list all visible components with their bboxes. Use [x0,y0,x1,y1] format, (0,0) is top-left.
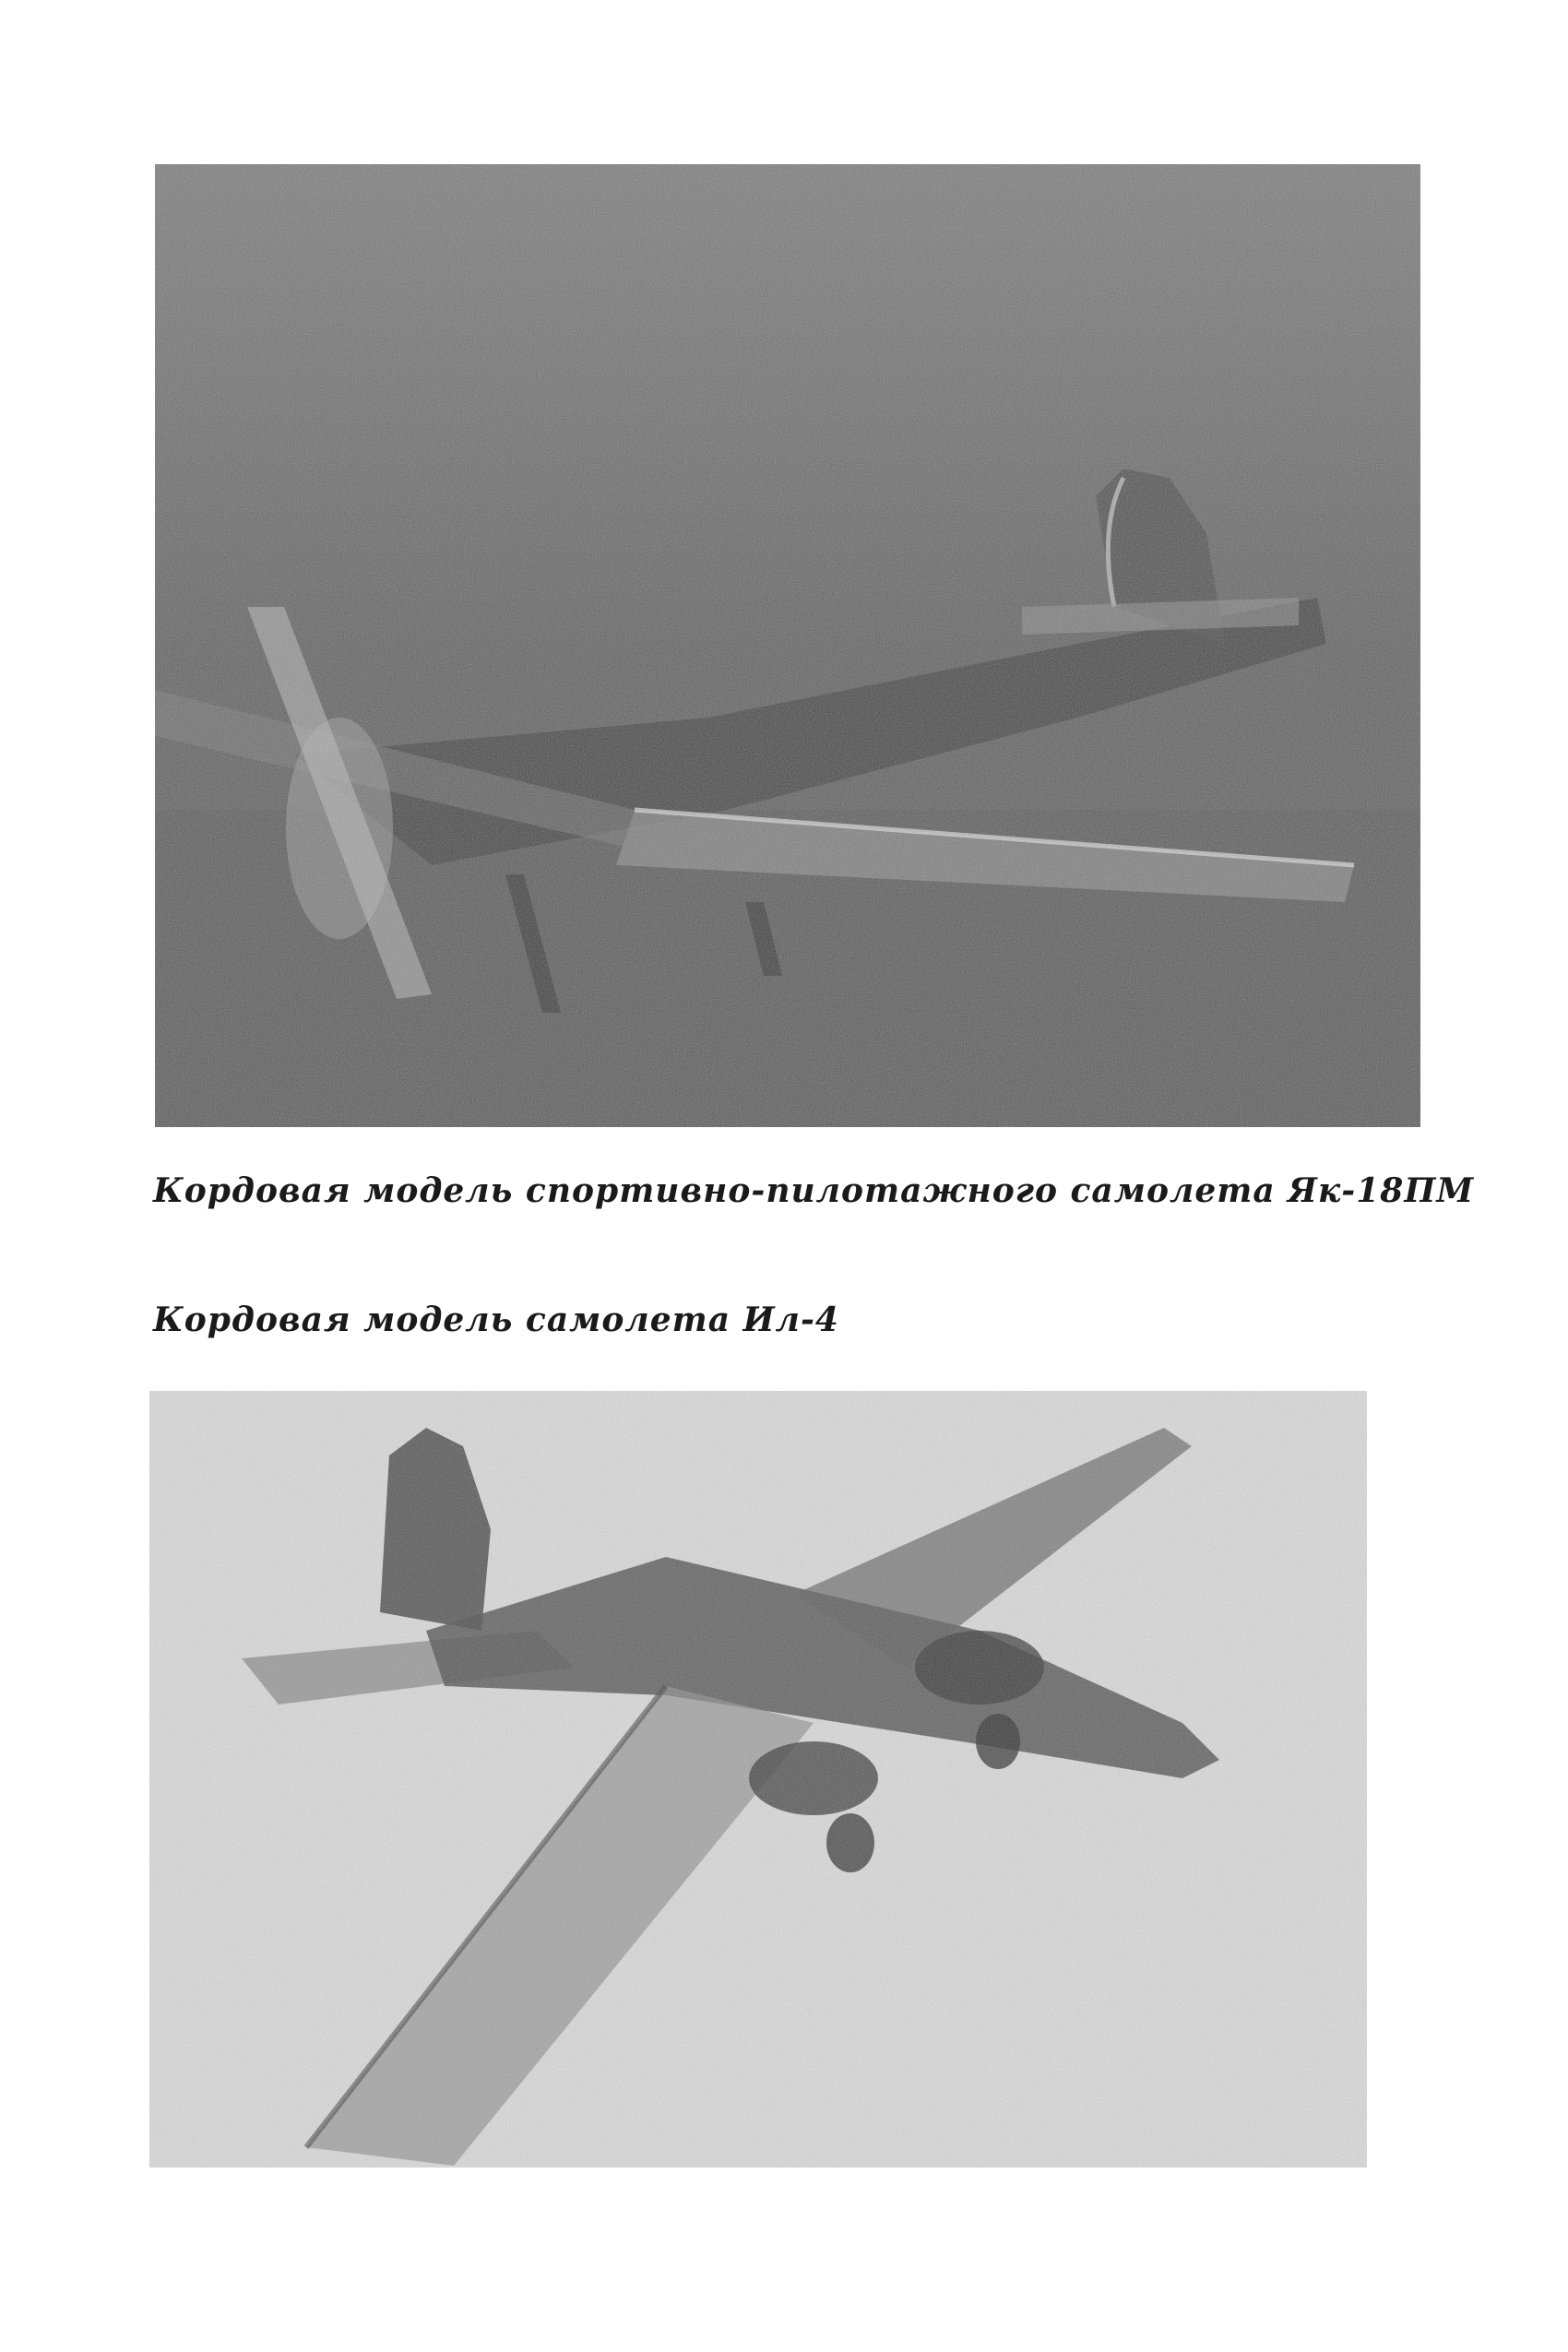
photo-il-4 [149,1391,1367,2168]
photo-yak-18pm [155,164,1420,1127]
yak-photo-graphic [155,164,1420,1127]
caption-yak-18pm: Кордовая модель спортивно-пилотажного самолета Як-18ПМ [153,1171,1475,1210]
il-photo-graphic [149,1391,1367,2168]
caption-il-4: Кордовая модель самолета Ил-4 [153,1301,839,1339]
